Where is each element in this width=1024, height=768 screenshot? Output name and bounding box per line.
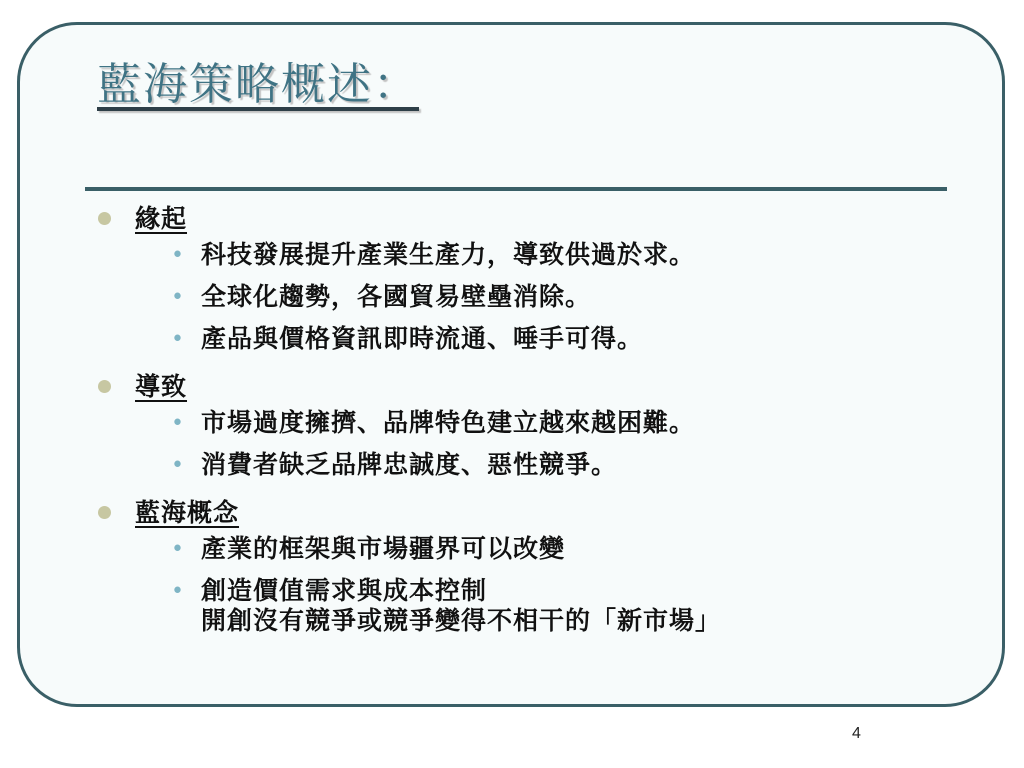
list-item <box>98 408 958 438</box>
section-label: 藍海概念 <box>135 498 240 527</box>
level2-bullet-icon: • <box>171 285 185 310</box>
item-text: 產業的框架與市場疆界可以改變 <box>201 534 566 563</box>
section-label: 緣起 <box>135 204 188 233</box>
level2-bullet-icon: • <box>171 327 185 352</box>
list-item <box>98 450 958 480</box>
item-text: 科技發展提升產業生產力，導致供過於求。 <box>201 240 696 269</box>
item-text: 全球化趨勢，各國貿易壁壘消除。 <box>201 282 592 311</box>
list-item <box>98 240 958 270</box>
section-label: 導致 <box>135 372 188 401</box>
level1-bullet-icon <box>98 380 111 393</box>
level2-bullet-icon: • <box>171 579 185 604</box>
list-item <box>98 576 958 636</box>
list-item <box>98 324 958 354</box>
item-text: 市場過度擁擠、品牌特色建立越來越困難。 <box>201 408 696 437</box>
list-item <box>98 282 958 312</box>
list-item <box>98 534 958 564</box>
section-blue-ocean-concept <box>98 492 958 636</box>
level2-bullet-icon: • <box>171 453 185 478</box>
level1-bullet-icon <box>98 212 111 225</box>
item-text-continued: 開創沒有競爭或競爭變得不相干的「新市場」 <box>201 606 722 635</box>
section-origin <box>98 198 958 354</box>
level2-bullet-icon: • <box>171 537 185 562</box>
section-heading <box>98 366 958 408</box>
level2-bullet-icon: • <box>171 411 185 436</box>
level1-bullet-icon <box>98 506 111 519</box>
bullet-list <box>98 240 958 354</box>
item-text: 創造價值需求與成本控制 <box>201 576 488 605</box>
bullet-list <box>98 408 958 480</box>
slide-content <box>98 198 958 636</box>
item-text: 產品與價格資訊即時流通、唾手可得。 <box>201 324 644 353</box>
title-divider <box>85 187 947 191</box>
section-heading <box>98 492 958 534</box>
bullet-list <box>98 534 958 636</box>
item-text: 消費者缺乏品牌忠誠度、惡性競爭。 <box>201 450 618 479</box>
level2-bullet-icon: • <box>171 243 185 268</box>
section-heading <box>98 198 958 240</box>
slide-title: 藍海策略概述： <box>97 59 419 110</box>
section-result <box>98 366 958 480</box>
page-number: 4 <box>852 725 861 742</box>
